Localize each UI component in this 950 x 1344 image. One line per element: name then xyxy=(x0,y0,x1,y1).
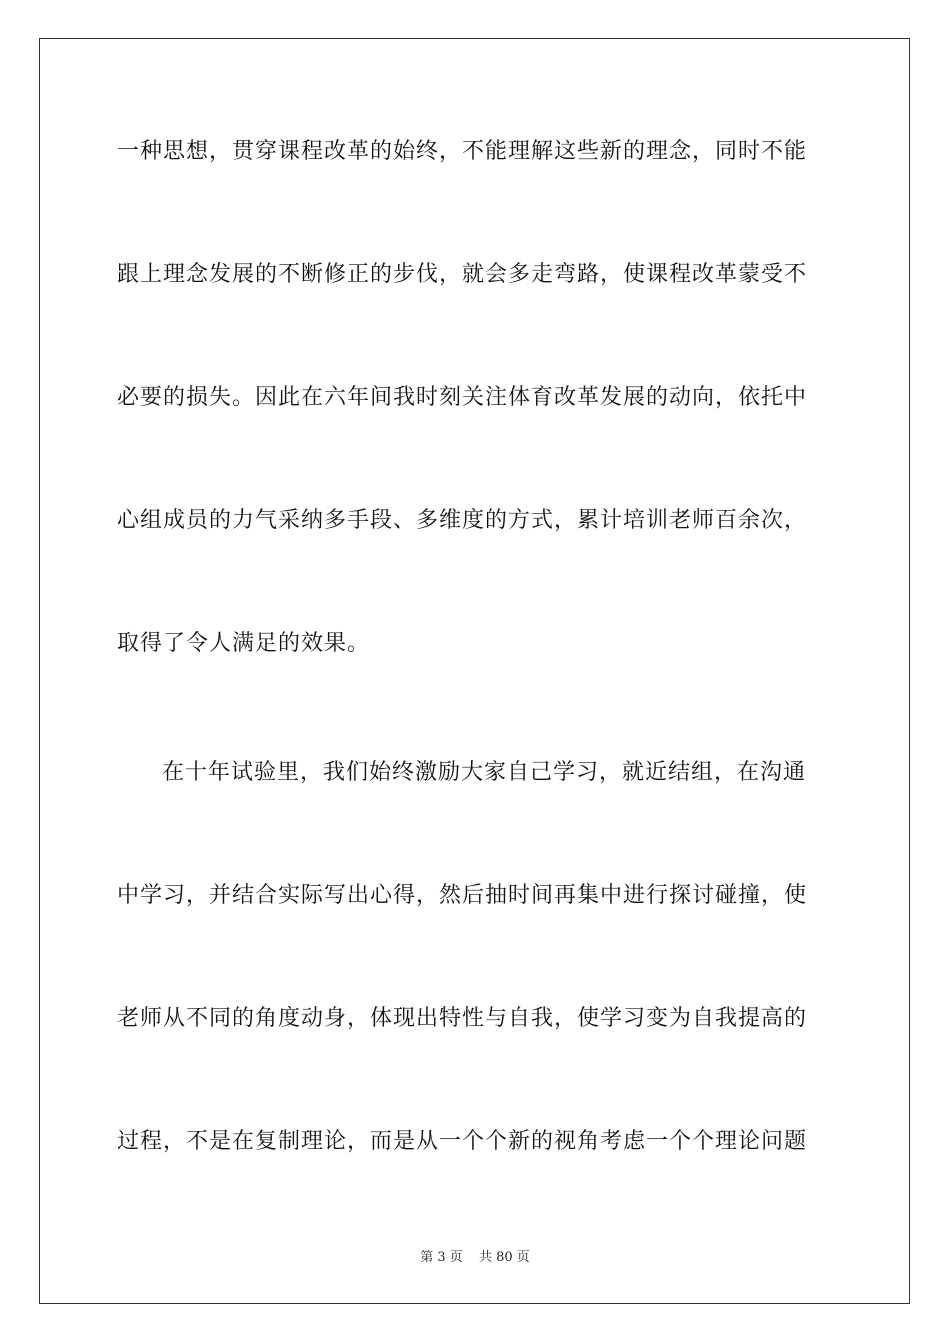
paragraph-line: 心组成员的力气采纳多手段、多维度的方式，累计培训老师百余次， xyxy=(117,508,808,533)
paragraph-line: 取得了令人满足的效果。 xyxy=(117,631,371,656)
page-number: 第 3 页 xyxy=(420,1250,463,1265)
paragraph-line: 一种思想，贯穿课程改革的始终，不能理解这些新的理念，同时不能 xyxy=(117,139,808,164)
paragraph-line: 跟上理念发展的不断修正的步伐，就会多走弯路，使课程改革蒙受不 xyxy=(117,262,808,287)
paragraph-line: 老师从不同的角度动身，体现出特性与自我，使学习变为自我提高的 xyxy=(117,1006,808,1031)
paragraph-line: 过程，不是在复制理论，而是从一个个新的视角考虑一个个理论问题 xyxy=(117,1129,808,1154)
page-frame xyxy=(39,38,910,1304)
page-total: 共 80 页 xyxy=(478,1250,530,1265)
paragraph-line: 在十年试验里，我们始终激励大家自己学习，就近结组，在沟通 xyxy=(162,760,807,785)
page-footer xyxy=(0,1246,950,1265)
paragraph-line: 中学习，并结合实际写出心得，然后抽时间再集中进行探讨碰撞，使 xyxy=(117,883,808,908)
paragraph-line: 必要的损失。因此在六年间我时刻关注体育改革发展的动向，依托中 xyxy=(117,385,808,410)
